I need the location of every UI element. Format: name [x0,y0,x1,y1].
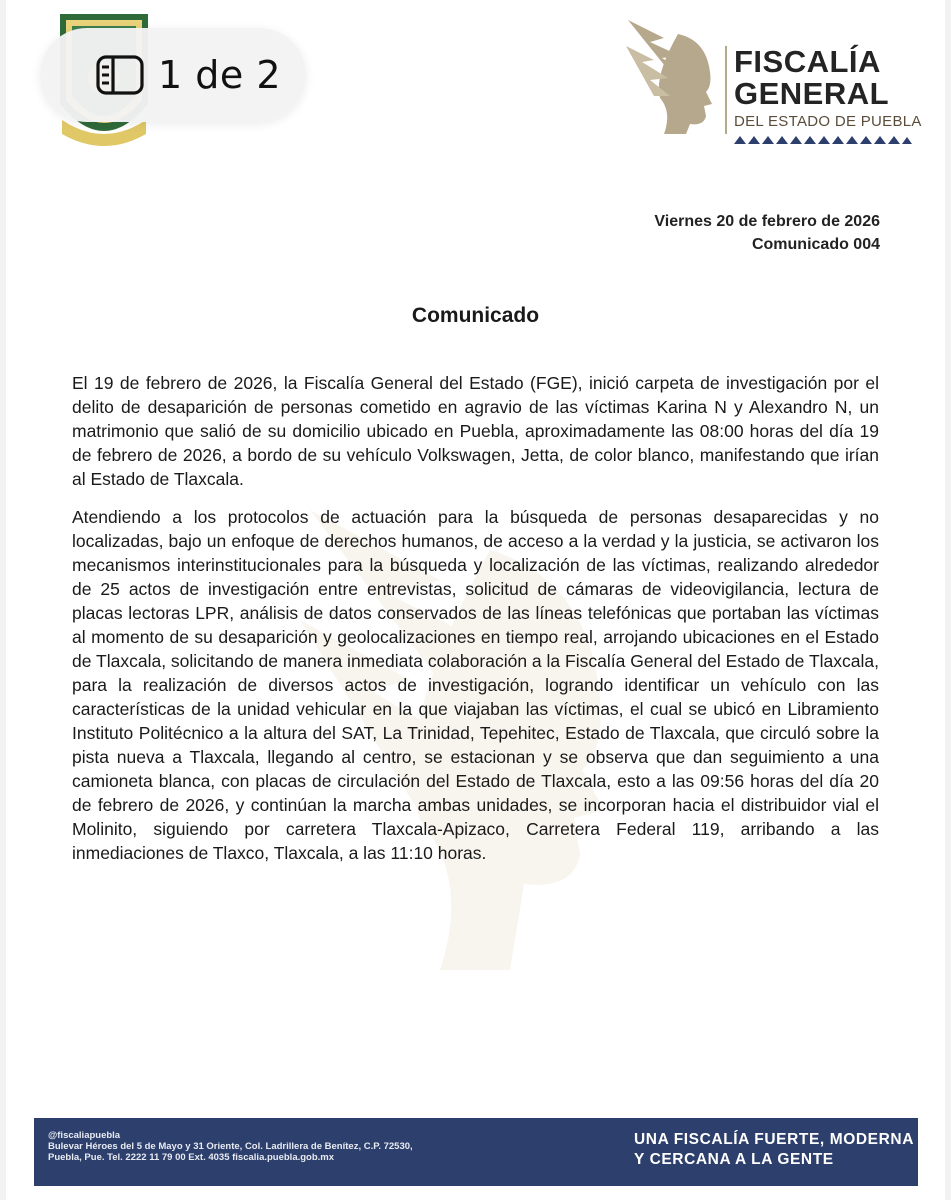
footer-social-handle[interactable]: @fiscaliapuebla [48,1130,121,1141]
logo-divider [725,46,727,134]
document-header-info [654,210,880,256]
document-date: Viernes 20 de febrero de 2026 [654,213,880,230]
decorative-pattern [732,134,912,146]
footer-slogan [634,1130,914,1170]
logo-line-1: FISCALÍA [734,44,881,79]
page-counter[interactable] [40,28,306,122]
page-counter-label: 1 de 2 [158,53,282,97]
footer-slogan-line-2: Y CERCANA A LA GENTE [634,1151,834,1168]
page-edge-left [0,0,6,1200]
logo-line-2: GENERAL [734,76,890,111]
communique-number: Comunicado 004 [751,236,880,253]
document-title: Comunicado [411,304,540,327]
footer-slogan-line-1: UNA FISCALÍA FUERTE, MODERNA [634,1131,915,1148]
footer-bar [34,1118,918,1186]
fiscalia-logo [620,16,920,136]
footer-address: Bulevar Héroes del 5 de Mayo y 31 Oriente, Col. Ladrillera de Benítez, C.P. 72530, [48,1141,413,1152]
logo-line-3: DEL ESTADO DE PUEBLA [734,113,922,130]
profile-head-emblem [620,16,716,134]
document-body [72,371,879,879]
page-edge-right [945,0,951,1200]
footer-contact [48,1130,413,1163]
footer-phone-website[interactable]: Puebla, Pue. Tel. 2222 11 79 00 Ext. 4035 fiscalia.puebla.gob.mx [48,1152,335,1163]
document-pages-icon [96,55,144,95]
body-paragraph-1: El 19 de febrero de 2026, la Fiscalía General del Estado (FGE), inició carpeta de investigación por el delito de desaparición de personas cometido en agravio de las víctimas Karina N y Alexandro N, un matrimonio que salió de su domicilio ubicado en Puebla, aproximadamente las 08:00 horas del día 19 de febrero de 2026, a bordo de su vehículo Volkswagen, Jetta, de color blanco, manifestando que irían al Estado de Tlaxcala. [72,373,879,489]
body-paragraph-2: Atendiendo a los protocolos de actuación para la búsqueda de personas desaparecidas y no localizadas, bajo un enfoque de derechos humanos, de acceso a la verdad y la justicia, se activaron los mecanismos interinstitucionales para la búsqueda y localización de las víctimas, realizando alrededor de 25 actos de investigación entre entrevistas, solicitud de cámaras de videovigilancia, lectura de placas lectoras LPR, análisis de datos conservados de las líneas telefónicas que portaban las víctimas al momento de su desaparición y geolocalizaciones en tiempo real, arrojando ubicaciones en el Estado de Tlaxcala, solicitando de manera inmediata colaboración a la Fiscalía General del Estado de Tlaxcala, para la realización de diversos actos de investigación, logrando identificar un vehículo con las características de la unidad vehicular en la que viajaban las víctimas, el cual se ubicó en Libramiento Instituto Politécnico a la altura del SAT, La Trinidad, Tepehitec, Estado de Tlaxcala, que circuló sobre la pista nueva a Tlaxcala, llegando al centro, se estacionan y se observa que dan seguimiento a una camioneta blanca, con placas de circulación del Estado de Tlaxcala, esto a las 09:56 horas del día 20 de febrero de 2026, y continúan la marcha ambas unidades, se incorporan hacia el distribuidor vial el Molinito, siguiendo por carretera Tlaxcala-Apizaco, Carretera Federal 119, arribando a las inmediaciones de Tlaxco, Tlaxcala, a las 11:10 horas. [72,507,879,863]
